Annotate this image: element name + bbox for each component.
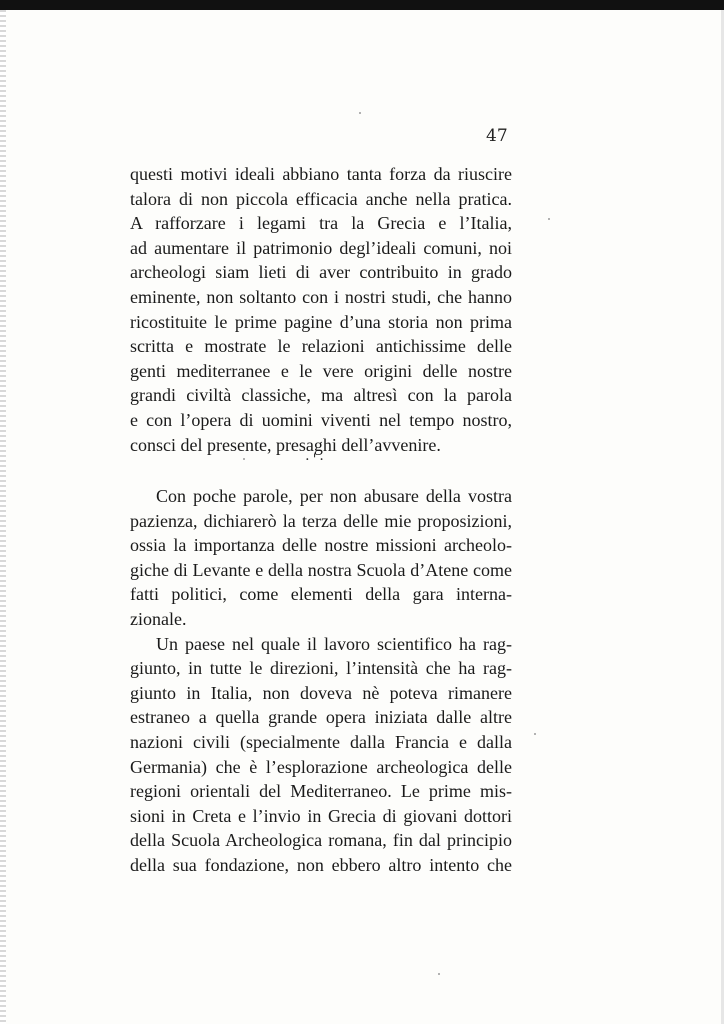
text-line: A rafforzare i legami tra la Grecia e l’Italia, (130, 213, 512, 234)
text-line: grandi civiltà classiche, ma altresì con la parola (130, 385, 512, 406)
text-line: scritta e mostrate le relazioni antichissime delle (130, 336, 512, 357)
text-line: ad aumentare il patrimonio degl’ideali comuni, noi (130, 237, 512, 258)
text-line: Germania) che è l’esplorazione archeologica delle (130, 756, 512, 777)
text-line: nazioni civili (specialmente dalla Francia e dalla (130, 731, 512, 752)
section-ornament: ·'· (305, 452, 327, 468)
text-line: talora di non piccola efficacia anche nella pratica. (130, 188, 512, 209)
scan-left-edge (0, 10, 6, 1024)
scan-top-border (0, 0, 724, 10)
text-line: questi motivi ideali abbiano tanta forza da riuscire (130, 164, 512, 184)
scan-speck (438, 973, 440, 975)
text-line: archeologi siam lieti di aver contribuito in grado (130, 262, 512, 283)
text-line: Un paese nel quale il lavoro scientifico ha rag- (156, 633, 512, 654)
text-line: Con poche parole, per non abusare della vostra (156, 486, 512, 506)
text-line: della sua fondazione, non ebbero altro intento che (130, 854, 512, 875)
scan-speck (243, 458, 245, 460)
paragraph-1 (130, 162, 512, 457)
scan-speck (548, 218, 550, 220)
scan-speck (534, 733, 536, 735)
scan-speck (359, 112, 361, 114)
text-line: giche di Levante e della nostra Scuola d’Atene come (130, 559, 512, 580)
text-line: regioni orientali del Mediterraneo. Le prime mis- (130, 781, 512, 802)
text-line: estraneo a quella grande opera iniziata dalle altre (130, 707, 512, 728)
text-line: ricostituite le prime pagine d’una storia non prima (130, 311, 512, 332)
text-line: sioni in Creta e l’invio in Grecia di giovani dottori (130, 805, 512, 826)
text-line: genti mediterranee e le vere origini delle nostre (130, 360, 512, 381)
text-line: consci del presente, presaghi dell’avvenire. (130, 434, 441, 455)
text-line: zionale. (130, 608, 187, 629)
text-line: della Scuola Archeologica romana, fin dal principio (130, 830, 512, 851)
text-line: eminente, non soltanto con i nostri studi, che hanno (130, 286, 512, 307)
text-line: giunto in Italia, non doveva nè poteva rimanere (130, 682, 512, 703)
text-line: fatti politici, come elementi della gara interna- (130, 584, 512, 605)
page-number: 47 (486, 126, 508, 146)
paragraph-2 (130, 484, 512, 878)
text-line: giunto, in tutte le direzioni, l’intensità che ha rag- (130, 658, 512, 679)
text-line: pazienza, dichiarerò la terza delle mie proposizioni, (130, 510, 512, 531)
text-line: ossia la importanza delle nostre missioni archeolo- (130, 535, 512, 556)
text-line: e con l’opera di uomini viventi nel tempo nostro, (130, 409, 512, 430)
